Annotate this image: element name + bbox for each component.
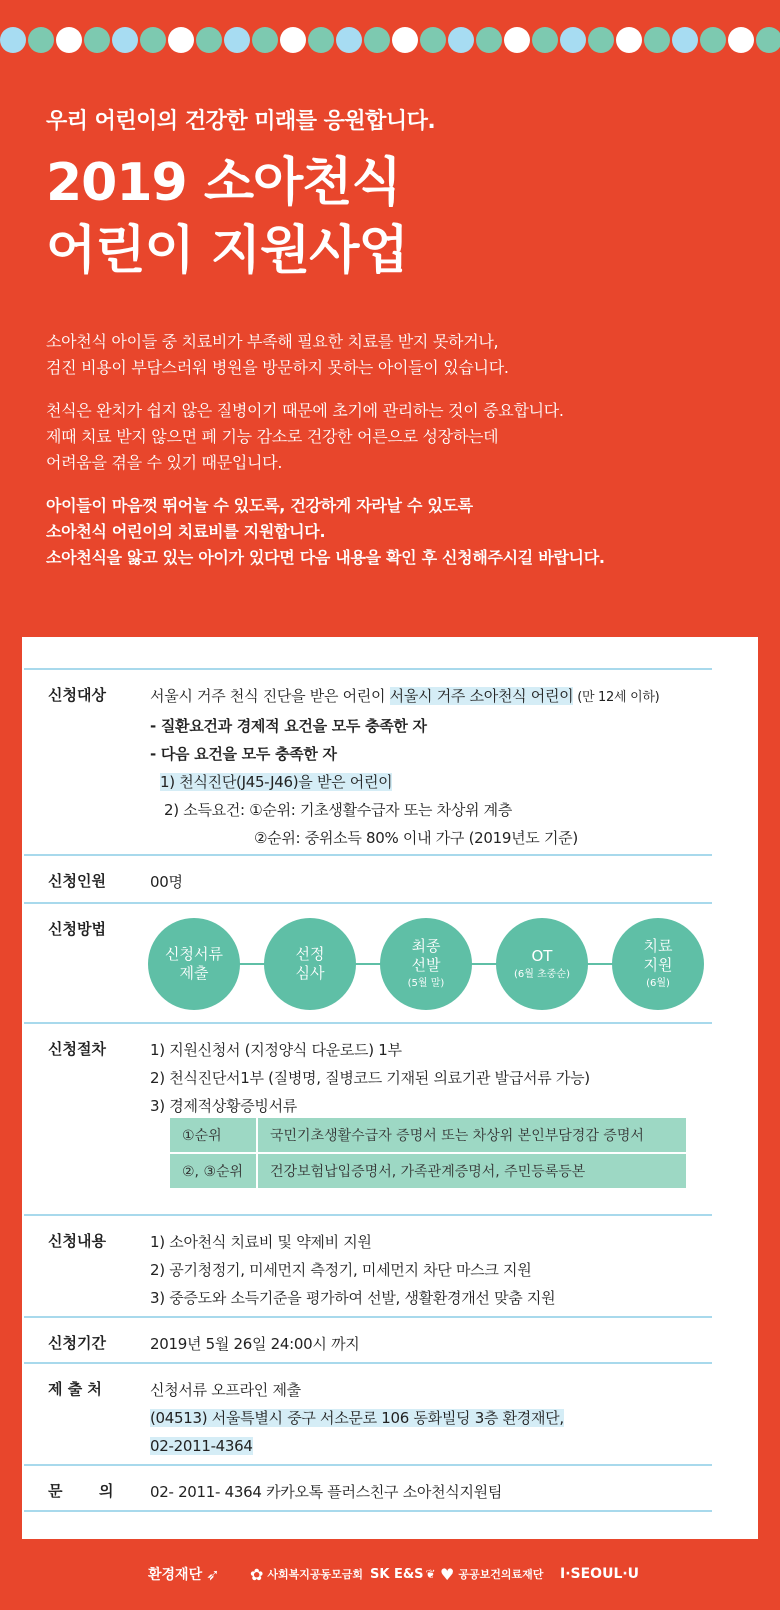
content-label: 신청내용 <box>48 1232 106 1250</box>
intro-paragraph-1 <box>46 329 746 381</box>
logo-i-seoul-u <box>560 1556 639 1592</box>
heart-icon: ♥ <box>440 1564 455 1584</box>
decorative-dot <box>392 27 418 53</box>
logo-sk-es <box>370 1556 440 1592</box>
logo-public-health-foundation <box>440 1556 543 1592</box>
decorative-dot <box>84 27 110 53</box>
target-label: 신청대상 <box>48 686 106 704</box>
decorative-dot <box>504 27 530 53</box>
decorative-dot-border <box>0 27 780 53</box>
step-3-line2: 선발 <box>411 956 441 974</box>
content-line2: 2) 공기청정기, 미세먼지 측정기, 미세먼지 차단 마스크 지원 <box>150 1261 532 1279</box>
content-body <box>150 1228 712 1312</box>
logo-environment-foundation-text: 환경재단 <box>148 1567 203 1583</box>
decorative-dot <box>364 27 390 53</box>
procedure-line1: 1) 지원신청서 (지정양식 다운로드) 1부 <box>150 1041 402 1059</box>
target-line1-highlight: 서울시 거주 소아천식 어린이 <box>389 687 574 705</box>
logo-community-chest-text: 사회복지공동모금회 <box>267 1568 364 1581</box>
step-5-line1: 치료 <box>643 937 673 955</box>
inquiry-value: 02- 2011- 4364 카카오톡 플러스친구 소아천식지원팀 <box>150 1483 503 1501</box>
decorative-dot <box>28 27 54 53</box>
decorative-dot <box>140 27 166 53</box>
decorative-dot <box>588 27 614 53</box>
inquiry-label: 문 의 <box>48 1482 114 1500</box>
target-line2: - 질환요건과 경제적 요건을 모두 충족한 자 <box>150 717 427 735</box>
step-4-circle <box>496 918 588 1010</box>
hero-subtitle: 우리 어린이의 건강한 미래를 응원합니다. <box>46 109 436 134</box>
target-line1 <box>150 682 712 712</box>
procedure-label: 신청절차 <box>48 1040 106 1058</box>
target-line6: ②순위: 중위소득 80% 이내 가구 (2019년도 기준) <box>254 829 578 847</box>
headcount-label: 신청인원 <box>48 872 106 890</box>
headcount-value: 00명 <box>150 873 183 891</box>
target-line5: 2) 소득요건: ①순위: 기초생활수급자 또는 차상위 계층 <box>164 801 513 819</box>
butterfly-icon: ❦ <box>425 1567 436 1581</box>
decorative-dot <box>448 27 474 53</box>
submit-phone: 02-2011-4364 <box>150 1437 253 1455</box>
intro-p2-line1: 천식은 완치가 쉽지 않은 질병이기 때문에 초기에 관리하는 것이 중요합니다. <box>46 401 564 420</box>
decorative-dot <box>700 27 726 53</box>
decorative-dot <box>0 27 26 53</box>
intro-p2-line2: 제때 치료 받지 않으면 폐 기능 감소로 건강한 어른으로 성장하는데 <box>46 427 499 446</box>
procedure-line3: 3) 경제적상황증빙서류 <box>150 1097 297 1115</box>
bottom-divider <box>24 1510 712 1512</box>
decorative-dot <box>196 27 222 53</box>
row-headcount <box>24 854 712 902</box>
decorative-dot <box>756 27 780 53</box>
decorative-dot <box>476 27 502 53</box>
decorative-dot <box>644 27 670 53</box>
decorative-dot <box>336 27 362 53</box>
table-row <box>169 1153 687 1189</box>
step-1-line1: 신청서류 <box>165 945 223 963</box>
step-1-circle <box>148 918 240 1010</box>
hero-title-line1: 2019 소아천식 <box>46 153 401 213</box>
step-5-line2: 지원 <box>643 956 673 974</box>
content-line3: 3) 중증도와 소득기준을 평가하여 선발, 생활환경개선 맞춤 지원 <box>150 1289 556 1307</box>
intro-p1-line1: 소아천식 아이들 중 치료비가 부족해 필요한 치료를 받지 못하거나, <box>46 332 499 351</box>
target-content <box>150 682 712 852</box>
hero-section <box>46 104 746 571</box>
step-5-circle <box>612 918 704 1010</box>
method-steps <box>148 918 708 1010</box>
procedure-line2: 2) 천식진단서1부 (질병명, 질병코드 기재된 의료기관 발급서류 가능) <box>150 1069 590 1087</box>
submit-label: 제 출 처 <box>48 1380 102 1398</box>
logo-environment-foundation <box>148 1556 224 1592</box>
table-rank-cell: ②, ③순위 <box>169 1153 257 1189</box>
submit-address: (04513) 서울특별시 중구 서소문로 106 동화빌딩 3층 환경재단, <box>150 1409 564 1427</box>
decorative-dot <box>532 27 558 53</box>
step-2-line2: 심사 <box>295 964 325 982</box>
logo-i-seoul-u-text: I·SEOUL·U <box>560 1566 640 1582</box>
procedure-content <box>150 1036 712 1120</box>
decorative-dot <box>308 27 334 53</box>
decorative-dot <box>280 27 306 53</box>
footer-logos <box>0 1556 780 1592</box>
step-1-line2: 제출 <box>179 964 209 982</box>
step-3-line1: 최종 <box>411 937 441 955</box>
step-4-line1: OT <box>531 946 553 965</box>
submit-line1: 신청서류 오프라인 제출 <box>150 1381 301 1399</box>
row-inquiry <box>24 1464 712 1510</box>
documents-table <box>168 1116 688 1190</box>
step-3-circle <box>380 918 472 1010</box>
step-2-line1: 선정 <box>295 945 325 963</box>
target-line1-age: (만 12세 이하) <box>573 690 660 705</box>
intro-paragraph-3 <box>46 493 746 571</box>
decorative-dot <box>56 27 82 53</box>
table-docs-cell: 국민기초생활수급자 증명서 또는 차상위 본인부담경감 증명서 <box>257 1117 687 1153</box>
decorative-dot <box>168 27 194 53</box>
period-value: 2019년 5월 26일 24:00시 까지 <box>150 1335 360 1353</box>
intro-p3-line3: 소아천식을 앓고 있는 아이가 있다면 다음 내용을 확인 후 신청해주시길 바랍니다. <box>46 548 605 567</box>
intro-p3-line1: 아이들이 마음껏 뛰어놀 수 있도록, 건강하게 자라날 수 있도록 <box>46 496 473 515</box>
decorative-dot <box>560 27 586 53</box>
row-content <box>24 1214 712 1316</box>
table-row <box>169 1117 687 1153</box>
row-target <box>24 668 712 854</box>
decorative-dot <box>728 27 754 53</box>
logo-public-health-foundation-text: 공공보건의료재단 <box>458 1568 544 1581</box>
intro-p2-line3: 어려움을 겪을 수 있기 때문입니다. <box>46 453 283 472</box>
method-label: 신청방법 <box>48 920 106 938</box>
intro-p3-line2: 소아천식 어린이의 치료비를 지원합니다. <box>46 522 326 541</box>
table-rank-cell: ①순위 <box>169 1117 257 1153</box>
hero-title <box>46 149 746 285</box>
row-submit <box>24 1362 712 1464</box>
content-line1: 1) 소아천식 치료비 및 약제비 지원 <box>150 1233 372 1251</box>
bird-icon: ➶ <box>206 1564 220 1584</box>
decorative-dot <box>420 27 446 53</box>
logo-sk-es-text: SK E&S <box>370 1566 424 1582</box>
decorative-dot <box>616 27 642 53</box>
decorative-dot <box>224 27 250 53</box>
table-docs-cell: 건강보험납입증명서, 가족관계증명서, 주민등록등본 <box>257 1153 687 1189</box>
submit-content <box>150 1376 712 1460</box>
logo-community-chest <box>250 1556 363 1592</box>
intro-paragraph-2 <box>46 398 746 476</box>
fruit-icon: ✿ <box>250 1564 264 1584</box>
decorative-dot <box>252 27 278 53</box>
intro-p1-line2: 검진 비용이 부담스러워 병원을 방문하지 못하는 아이들이 있습니다. <box>46 358 509 377</box>
period-label: 신청기간 <box>48 1334 106 1352</box>
step-2-circle <box>264 918 356 1010</box>
target-line4: 1) 천식진단(J45-J46)을 받은 어린이 <box>160 773 393 791</box>
step-4-sub: (6월 초중순) <box>514 968 570 980</box>
decorative-dot <box>672 27 698 53</box>
row-period <box>24 1316 712 1362</box>
target-line1-text: 서울시 거주 천식 진단을 받은 어린이 <box>150 687 390 705</box>
hero-title-line2: 어린이 지원사업 <box>46 221 408 281</box>
target-line3: - 다음 요건을 모두 충족한 자 <box>150 745 337 763</box>
step-3-sub: (5월 말) <box>407 978 445 989</box>
decorative-dot <box>112 27 138 53</box>
step-5-sub: (6월) <box>646 978 670 989</box>
